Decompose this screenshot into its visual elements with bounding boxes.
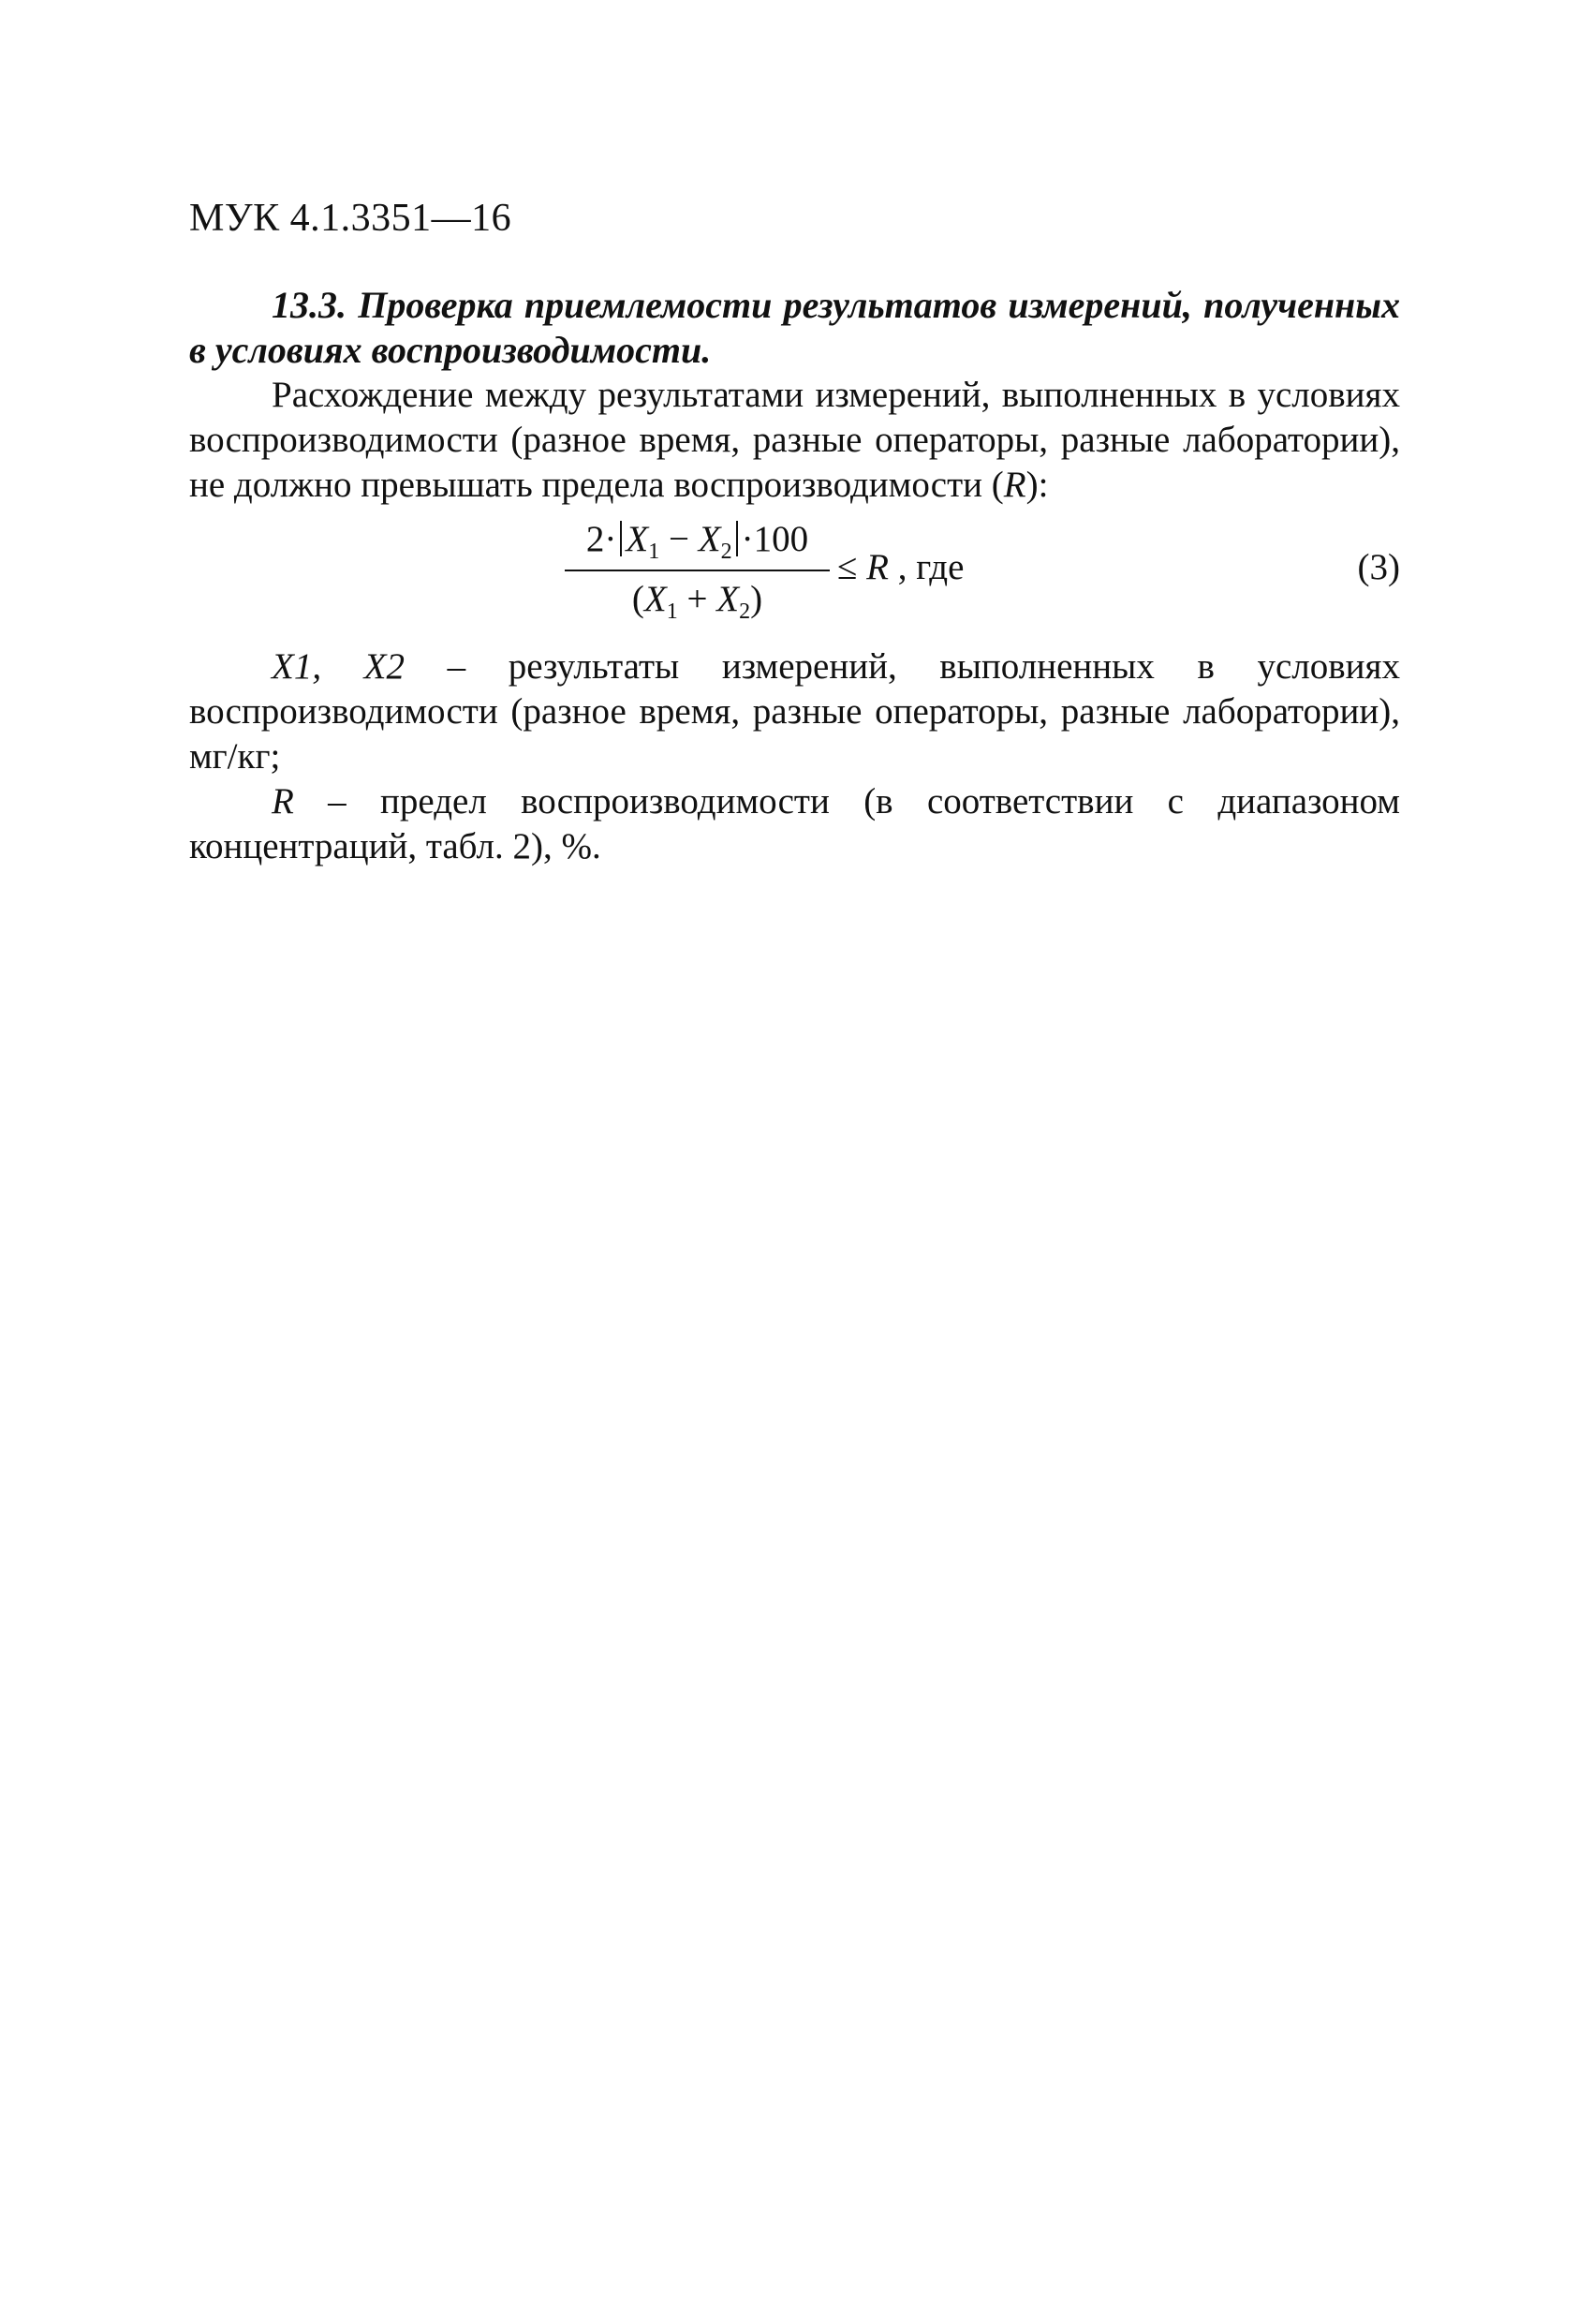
formula-number: (3) [1357,547,1400,587]
definition-x [189,644,1400,779]
formula-numerator: $2\cdot X_1 - X_2 \cdot 100$ [585,519,809,564]
formula-r-variable: R [866,547,889,587]
definition-x-text: – результаты измерений, выполненных в условиях воспроизводимости (разное время, разные операторы, разные лаборатории), мг/кг; [189,646,1400,777]
section-heading: 13.3. Проверка приемлемости результатов измерений, полученных в условиях воспроизводимости. [189,284,1400,371]
definition-r [189,779,1400,869]
abs-bar-right [736,521,738,556]
definition-x-variables: X1, X2 [272,646,406,687]
formula-fraction [565,511,830,633]
definition-r-variable: R [272,781,294,822]
intro-text-end: ): [1025,465,1049,505]
formula-3 [189,511,1400,644]
document-body [189,283,1400,869]
formula-where: , где [888,547,965,587]
formula-rhs: ≤ R , где [837,547,965,587]
formula-denominator: $(X_1 + X_2)$ [631,579,763,624]
intro-paragraph [189,373,1400,508]
intro-text: Расхождение между результатами измерений, выполненных в условиях воспроизводимости (разное время, разные операторы, разные лаборатории), не должно превышать предела воспроизводимости ( [189,375,1400,505]
definition-r-text: – предел воспроизводимости (в соответствии с диапазоном концентраций, табл. 2), %. [189,781,1400,866]
intro-r-variable: R [1003,465,1026,505]
page-header-doc-code: МУК 4.1.3351—16 [189,197,512,240]
abs-bar-left [620,521,622,556]
fraction-line [565,570,830,571]
